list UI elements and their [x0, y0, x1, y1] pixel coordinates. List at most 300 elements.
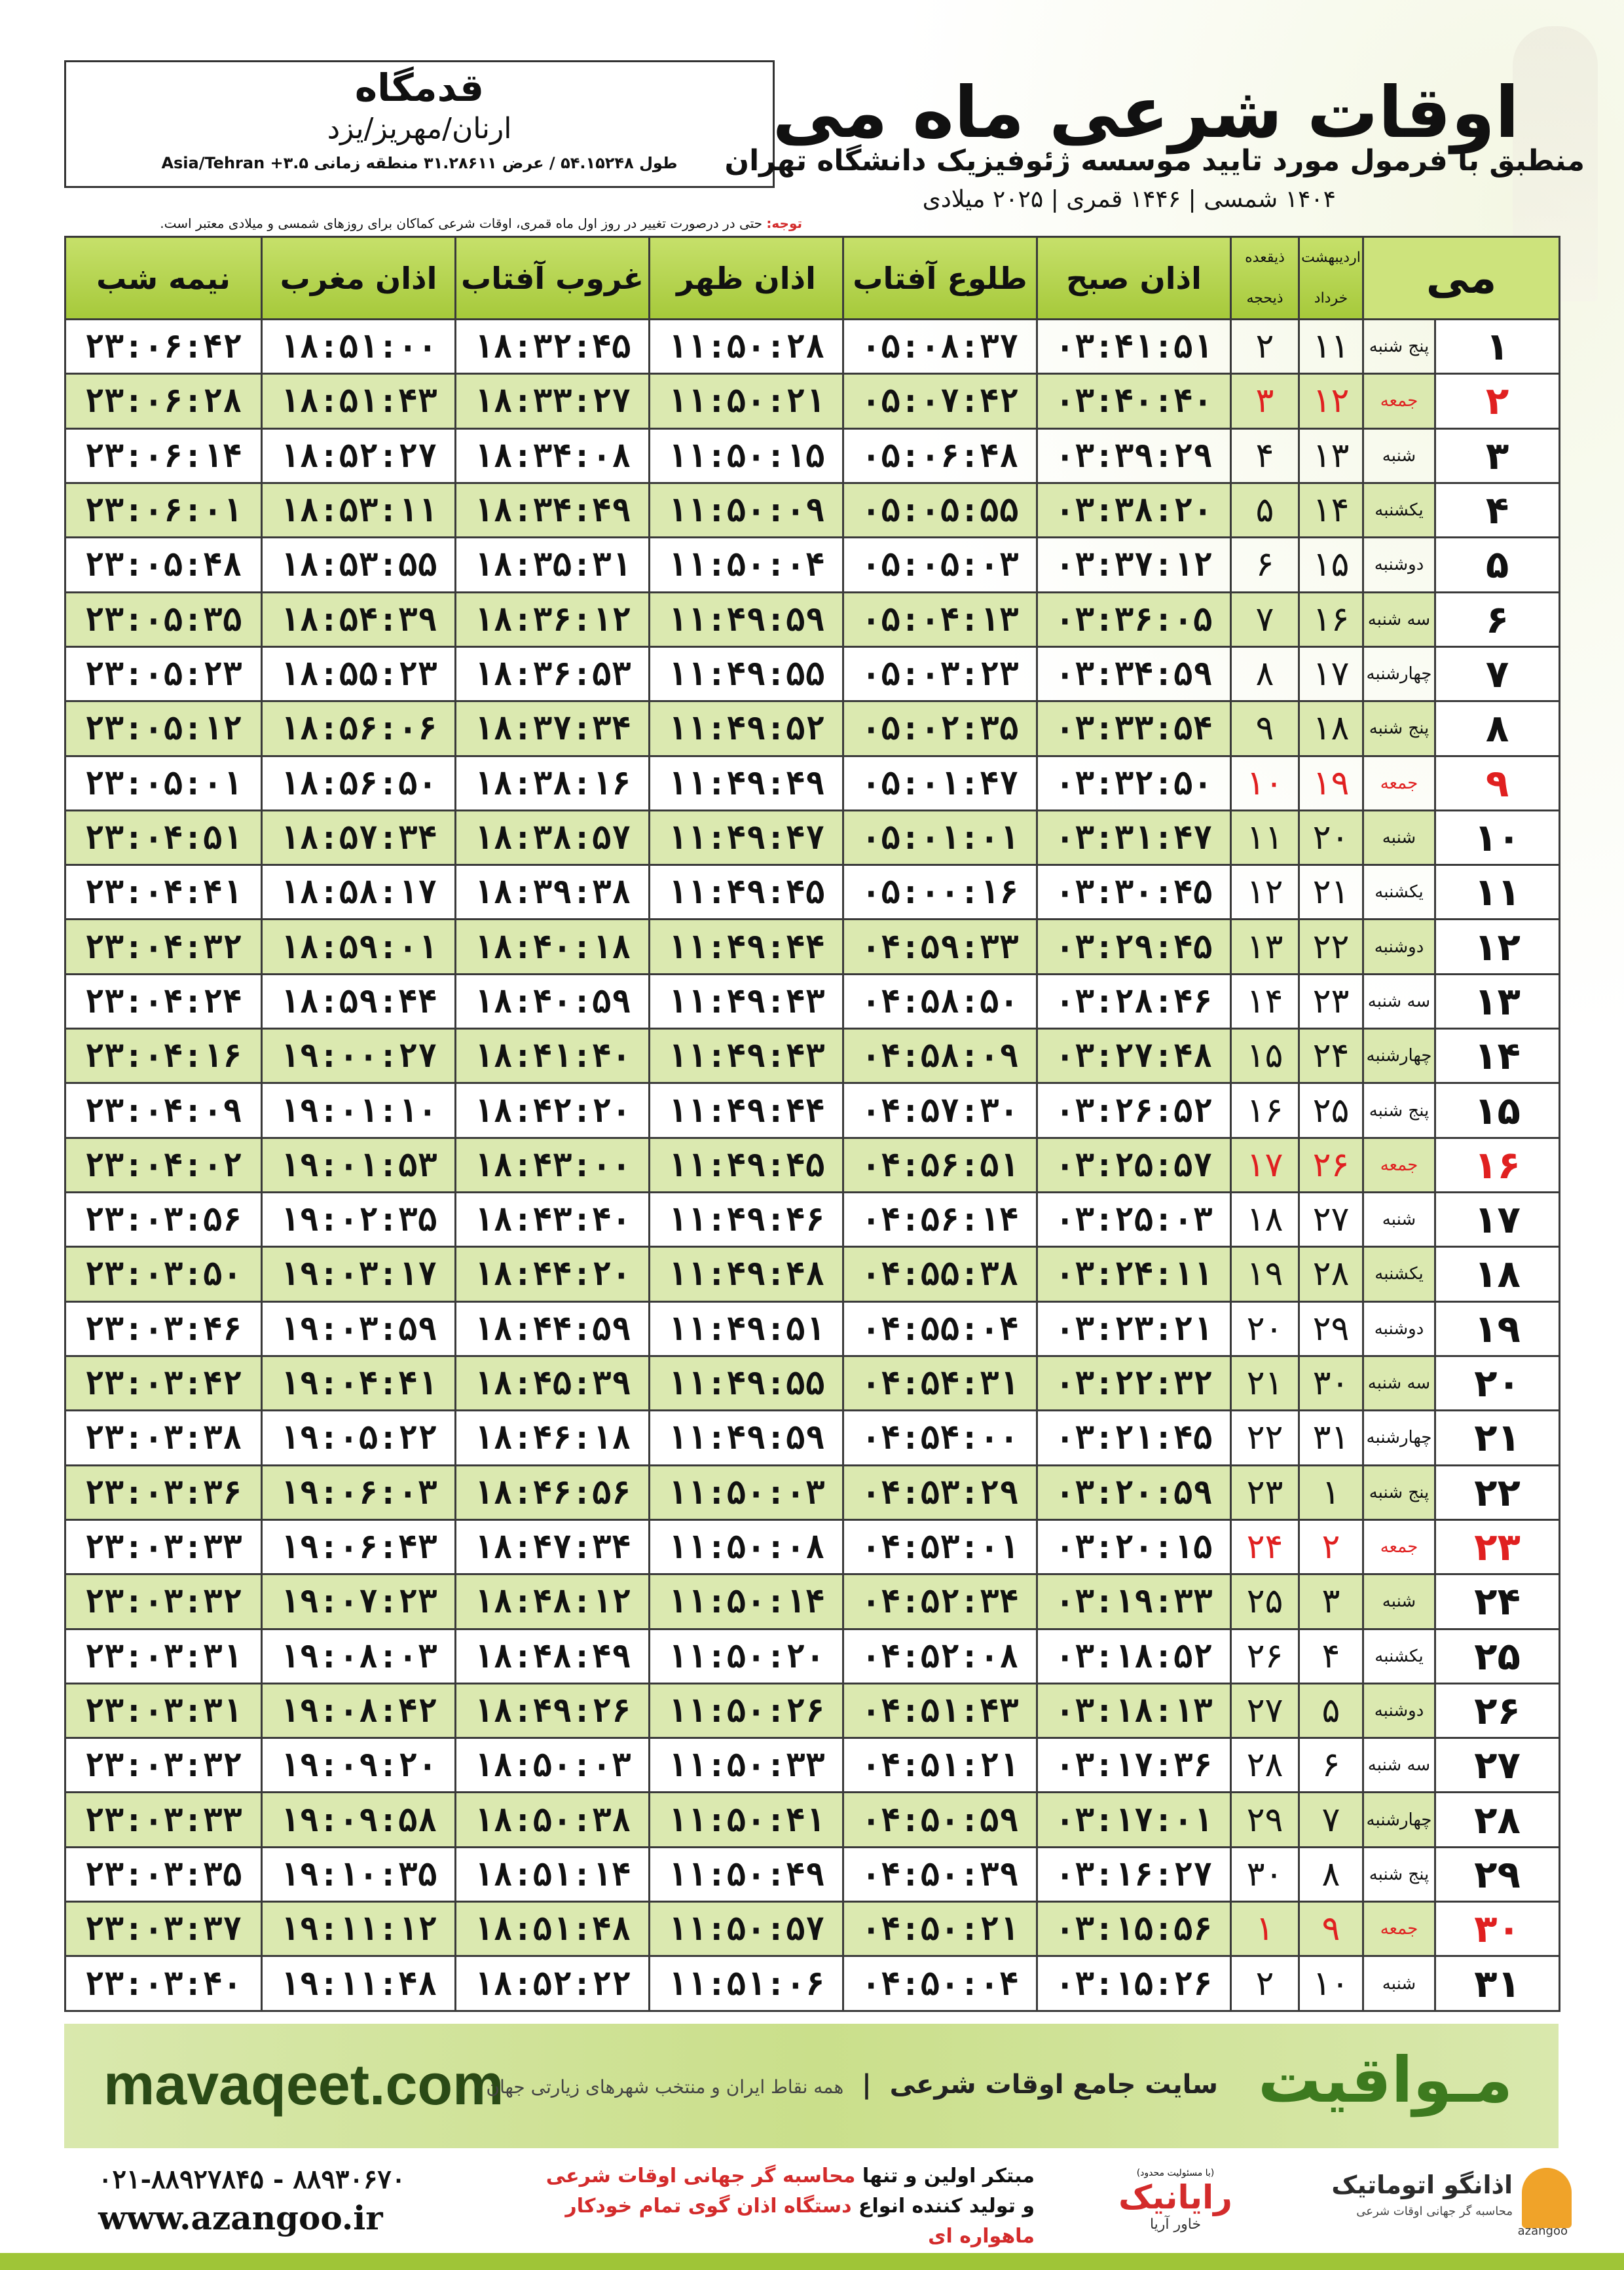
table-header-row: [65, 237, 1560, 320]
table-row: [65, 1738, 1560, 1793]
rayanik-logo: [1100, 2168, 1251, 2233]
month-day-cell: ۱۷: [1435, 1193, 1560, 1247]
header-dhuhr: اذان ظهر: [650, 237, 843, 320]
midnight-cell: ۲۳:۰۵:۰۱: [65, 756, 262, 810]
table-row: [65, 865, 1560, 920]
sunrise-cell: ۰۵:۰۱:۴۷: [843, 756, 1037, 810]
sunset-cell: ۱۸:۵۱:۴۸: [456, 1902, 650, 1956]
month-day-cell: ۸: [1435, 701, 1560, 756]
lunar-day-cell: ۱۲: [1231, 865, 1299, 920]
sunset-cell: ۱۸:۴۳:۴۰: [456, 1193, 650, 1247]
table-body: [65, 320, 1560, 2011]
dhuhr-cell: ۱۱:۵۰:۵۷: [650, 1902, 843, 1956]
maghrib-cell: ۱۹:۰۶:۰۳: [262, 1465, 456, 1519]
sunset-cell: ۱۸:۳۷:۳۴: [456, 701, 650, 756]
midnight-cell: ۲۳:۰۵:۳۵: [65, 592, 262, 646]
maghrib-cell: ۱۹:۰۴:۴۱: [262, 1356, 456, 1410]
month-day-cell: ۱۵: [1435, 1083, 1560, 1138]
maghrib-cell: ۱۹:۱۰:۳۵: [262, 1847, 456, 1901]
dhuhr-cell: ۱۱:۵۰:۴۱: [650, 1793, 843, 1847]
midnight-cell: ۲۳:۰۳:۴۰: [65, 1956, 262, 2011]
sunrise-cell: ۰۴:۵۵:۰۴: [843, 1301, 1037, 1356]
month-day-cell: ۶: [1435, 592, 1560, 646]
midnight-cell: ۲۳:۰۵:۲۳: [65, 646, 262, 701]
sunrise-cell: ۰۴:۵۴:۰۰: [843, 1411, 1037, 1465]
sunset-cell: ۱۸:۵۰:۳۸: [456, 1793, 650, 1847]
month-day-cell: ۱۲: [1435, 920, 1560, 974]
fajr-cell: ۰۳:۱۹:۳۳: [1037, 1574, 1231, 1629]
sunrise-cell: ۰۵:۰۲:۳۵: [843, 701, 1037, 756]
fajr-cell: ۰۳:۱۵:۲۶: [1037, 1956, 1231, 2011]
sunrise-cell: ۰۴:۵۰:۵۹: [843, 1793, 1037, 1847]
slogan-text: سایت جامع اوقات شرعی: [889, 2070, 1218, 2100]
dhuhr-cell: ۱۱:۴۹:۴۵: [650, 1138, 843, 1192]
weekday-cell: چهارشنبه: [1363, 1793, 1435, 1847]
midnight-cell: ۲۳:۰۳:۳۷: [65, 1902, 262, 1956]
weekday-cell: سه شنبه: [1363, 1356, 1435, 1410]
solar-day-cell: ۲۱: [1299, 865, 1363, 920]
table-row: [65, 1356, 1560, 1410]
month-day-cell: ۲۳: [1435, 1519, 1560, 1574]
footer-line-1: [498, 2161, 1035, 2191]
dhuhr-cell: ۱۱:۴۹:۴۶: [650, 1193, 843, 1247]
solar-day-cell: ۱۶: [1299, 592, 1363, 646]
sunset-cell: ۱۸:۴۴:۲۰: [456, 1247, 650, 1301]
sunrise-cell: ۰۵:۰۴:۱۳: [843, 592, 1037, 646]
maghrib-cell: ۱۹:۰۷:۲۳: [262, 1574, 456, 1629]
table-row: [65, 374, 1560, 428]
sunrise-cell: ۰۴:۵۶:۱۴: [843, 1193, 1037, 1247]
dhuhr-cell: ۱۱:۵۱:۰۶: [650, 1956, 843, 2011]
month-day-cell: ۲: [1435, 374, 1560, 428]
sunrise-cell: ۰۵:۰۳:۲۳: [843, 646, 1037, 701]
lunar-day-cell: ۲: [1231, 320, 1299, 374]
weekday-cell: چهارشنبه: [1363, 1411, 1435, 1465]
sunset-cell: ۱۸:۴۱:۴۰: [456, 1029, 650, 1083]
table-row: [65, 1301, 1560, 1356]
fajr-cell: ۰۳:۲۶:۵۲: [1037, 1083, 1231, 1138]
month-day-cell: ۳: [1435, 428, 1560, 483]
sunrise-cell: ۰۴:۵۱:۲۱: [843, 1738, 1037, 1793]
month-day-cell: ۹: [1435, 756, 1560, 810]
table-row: [65, 974, 1560, 1028]
sunrise-cell: ۰۴:۵۳:۲۹: [843, 1465, 1037, 1519]
weekday-cell: یکشنبه: [1363, 483, 1435, 537]
solar-day-cell: ۱۴: [1299, 483, 1363, 537]
month-day-cell: ۲۹: [1435, 1847, 1560, 1901]
table-row: [65, 1793, 1560, 1847]
sunset-cell: ۱۸:۴۸:۱۲: [456, 1574, 650, 1629]
dhuhr-cell: ۱۱:۴۹:۵۵: [650, 1356, 843, 1410]
page-title: اوقات شرعی ماه می: [772, 72, 1519, 154]
solar-day-cell: ۷: [1299, 1793, 1363, 1847]
lunar-day-cell: ۷: [1231, 592, 1299, 646]
solar-day-cell: ۵: [1299, 1683, 1363, 1738]
midnight-cell: ۲۳:۰۳:۳۲: [65, 1738, 262, 1793]
maghrib-cell: ۱۹:۰۰:۲۷: [262, 1029, 456, 1083]
weekday-cell: دوشنبه: [1363, 1301, 1435, 1356]
sunset-cell: ۱۸:۵۱:۱۴: [456, 1847, 650, 1901]
azangoo-logo: [1297, 2161, 1572, 2240]
dhuhr-cell: ۱۱:۴۹:۴۴: [650, 920, 843, 974]
dhuhr-cell: ۱۱:۴۹:۵۹: [650, 1411, 843, 1465]
weekday-cell: شنبه: [1363, 1956, 1435, 2011]
table-row: [65, 592, 1560, 646]
solar-day-cell: ۳۱: [1299, 1411, 1363, 1465]
weekday-cell: سه شنبه: [1363, 974, 1435, 1028]
solar-day-cell: ۲۵: [1299, 1083, 1363, 1138]
month-day-cell: ۲۰: [1435, 1356, 1560, 1410]
fajr-cell: ۰۳:۳۹:۲۹: [1037, 428, 1231, 483]
maghrib-cell: ۱۸:۵۱:۰۰: [262, 320, 456, 374]
fajr-cell: ۰۳:۳۳:۵۴: [1037, 701, 1231, 756]
dhuhr-cell: ۱۱:۴۹:۴۹: [650, 756, 843, 810]
dhuhr-cell: ۱۱:۵۰:۲۰: [650, 1629, 843, 1683]
fajr-cell: ۰۳:۱۷:۳۶: [1037, 1738, 1231, 1793]
weekday-cell: چهارشنبه: [1363, 646, 1435, 701]
fajr-cell: ۰۳:۱۸:۵۲: [1037, 1629, 1231, 1683]
table-row: [65, 483, 1560, 537]
dhuhr-cell: ۱۱:۵۰:۲۱: [650, 374, 843, 428]
fajr-cell: ۰۳:۳۲:۵۰: [1037, 756, 1231, 810]
dhuhr-cell: ۱۱:۴۹:۵۱: [650, 1301, 843, 1356]
midnight-cell: ۲۳:۰۳:۴۶: [65, 1301, 262, 1356]
midnight-cell: ۲۳:۰۶:۴۲: [65, 320, 262, 374]
solar-day-cell: ۱۷: [1299, 646, 1363, 701]
lunar-day-cell: ۱۳: [1231, 920, 1299, 974]
header-sunrise: طلوع آفتاب: [843, 237, 1037, 320]
sunset-cell: ۱۸:۴۸:۴۹: [456, 1629, 650, 1683]
table-row: [65, 1902, 1560, 1956]
header-midnight: نیمه شب: [65, 237, 262, 320]
month-day-cell: ۲۶: [1435, 1683, 1560, 1738]
table-row: [65, 920, 1560, 974]
midnight-cell: ۲۳:۰۴:۰۲: [65, 1138, 262, 1192]
midnight-cell: ۲۳:۰۶:۰۱: [65, 483, 262, 537]
midnight-cell: ۲۳:۰۴:۰۹: [65, 1083, 262, 1138]
midnight-cell: ۲۳:۰۳:۳۶: [65, 1465, 262, 1519]
midnight-cell: ۲۳:۰۳:۵۰: [65, 1247, 262, 1301]
sunrise-cell: ۰۴:۵۰:۳۹: [843, 1847, 1037, 1901]
fajr-cell: ۰۳:۲۲:۳۲: [1037, 1356, 1231, 1410]
sunset-cell: ۱۸:۳۹:۳۸: [456, 865, 650, 920]
calendar-years: ۱۴۰۴ شمسی | ۱۴۴۶ قمری | ۲۰۲۵ میلادی: [922, 186, 1336, 213]
fajr-cell: ۰۳:۳۴:۵۹: [1037, 646, 1231, 701]
midnight-cell: ۲۳:۰۴:۱۶: [65, 1029, 262, 1083]
midnight-cell: ۲۳:۰۴:۴۱: [65, 865, 262, 920]
maghrib-cell: ۱۸:۵۸:۱۷: [262, 865, 456, 920]
azangoo-tagline: محاسبه گر جهانی اوقات شرعی: [1356, 2205, 1513, 2218]
weekday-cell: شنبه: [1363, 810, 1435, 865]
sunset-cell: ۱۸:۳۲:۴۵: [456, 320, 650, 374]
azangoo-name: اذانگو اتوماتیک: [1331, 2170, 1513, 2199]
maghrib-cell: ۱۹:۰۱:۱۰: [262, 1083, 456, 1138]
table-row: [65, 646, 1560, 701]
solar-day-cell: ۱۳: [1299, 428, 1363, 483]
weekday-cell: دوشنبه: [1363, 920, 1435, 974]
weekday-cell: سه شنبه: [1363, 592, 1435, 646]
table-row: [65, 701, 1560, 756]
solar-day-cell: ۳: [1299, 1574, 1363, 1629]
dhuhr-cell: ۱۱:۴۹:۵۵: [650, 646, 843, 701]
dhuhr-cell: ۱۱:۴۹:۴۳: [650, 974, 843, 1028]
midnight-cell: ۲۳:۰۶:۲۸: [65, 374, 262, 428]
lunar-day-cell: ۳۰: [1231, 1847, 1299, 1901]
azangoo-website-link[interactable]: www.azangoo.ir: [98, 2199, 383, 2237]
sunset-cell: ۱۸:۴۶:۵۶: [456, 1465, 650, 1519]
maghrib-cell: ۱۸:۵۴:۳۹: [262, 592, 456, 646]
midnight-cell: ۲۳:۰۵:۱۲: [65, 701, 262, 756]
midnight-cell: ۲۳:۰۵:۴۸: [65, 538, 262, 592]
table-row: [65, 320, 1560, 374]
sunset-cell: ۱۸:۳۴:۰۸: [456, 428, 650, 483]
maghrib-cell: ۱۹:۰۳:۵۹: [262, 1301, 456, 1356]
weekday-cell: جمعه: [1363, 756, 1435, 810]
table-row: [65, 1847, 1560, 1901]
weekday-cell: سه شنبه: [1363, 1738, 1435, 1793]
dhuhr-cell: ۱۱:۵۰:۲۶: [650, 1683, 843, 1738]
rayanik-sub: خاور آریا: [1149, 2216, 1202, 2233]
weekday-cell: چهارشنبه: [1363, 1029, 1435, 1083]
dhuhr-cell: ۱۱:۴۹:۵۹: [650, 592, 843, 646]
sunset-cell: ۱۸:۴۲:۲۰: [456, 1083, 650, 1138]
midnight-cell: ۲۳:۰۴:۳۲: [65, 920, 262, 974]
table-row: [65, 1138, 1560, 1192]
midnight-cell: ۲۳:۰۴:۲۴: [65, 974, 262, 1028]
solar-day-cell: ۴: [1299, 1629, 1363, 1683]
slogan-tagline: همه نقاط ایران و منتخب شهرهای زیارتی جهان: [486, 2076, 844, 2098]
solar-day-cell: ۳۰: [1299, 1356, 1363, 1410]
month-day-cell: ۱: [1435, 320, 1560, 374]
maghrib-cell: ۱۸:۵۲:۲۷: [262, 428, 456, 483]
sunset-cell: ۱۸:۴۶:۱۸: [456, 1411, 650, 1465]
footer-description: [498, 2161, 1035, 2252]
midnight-cell: ۲۳:۰۳:۳۳: [65, 1519, 262, 1574]
maghrib-cell: ۱۸:۵۵:۲۳: [262, 646, 456, 701]
lunar-day-cell: ۶: [1231, 538, 1299, 592]
month-day-cell: ۲۴: [1435, 1574, 1560, 1629]
sunrise-cell: ۰۵:۰۵:۰۳: [843, 538, 1037, 592]
maghrib-cell: ۱۹:۰۹:۲۰: [262, 1738, 456, 1793]
sunrise-cell: ۰۴:۵۰:۰۴: [843, 1956, 1037, 2011]
maghrib-cell: ۱۹:۰۶:۴۳: [262, 1519, 456, 1574]
fajr-cell: ۰۳:۱۸:۱۳: [1037, 1683, 1231, 1738]
midnight-cell: ۲۳:۰۳:۳۱: [65, 1629, 262, 1683]
solar-day-cell: ۱۸: [1299, 701, 1363, 756]
city-name: قدمگاه: [354, 65, 485, 110]
dhuhr-cell: ۱۱:۵۰:۴۹: [650, 1847, 843, 1901]
fajr-cell: ۰۳:۲۸:۴۶: [1037, 974, 1231, 1028]
sunset-cell: ۱۸:۴۴:۵۹: [456, 1301, 650, 1356]
sunset-cell: ۱۸:۵۲:۲۲: [456, 1956, 650, 2011]
month-day-cell: ۲۸: [1435, 1793, 1560, 1847]
lunar-day-cell: ۲۸: [1231, 1738, 1299, 1793]
solar-day-cell: ۲۰: [1299, 810, 1363, 865]
sunrise-cell: ۰۴:۵۸:۵۰: [843, 974, 1037, 1028]
month-day-cell: ۵: [1435, 538, 1560, 592]
table-row: [65, 1956, 1560, 2011]
sunset-cell: ۱۸:۴۵:۳۹: [456, 1356, 650, 1410]
weekday-cell: پنج شنبه: [1363, 1847, 1435, 1901]
month-day-cell: ۲۷: [1435, 1738, 1560, 1793]
table-row: [65, 1193, 1560, 1247]
lunar-day-cell: ۲۳: [1231, 1465, 1299, 1519]
header-solar-top: اردیبهشت: [1301, 250, 1361, 267]
lunar-day-cell: ۳: [1231, 374, 1299, 428]
month-day-cell: ۴: [1435, 483, 1560, 537]
lunar-day-cell: ۲: [1231, 1956, 1299, 2011]
table-row: [65, 428, 1560, 483]
midnight-cell: ۲۳:۰۳:۳۳: [65, 1793, 262, 1847]
month-day-cell: ۲۵: [1435, 1629, 1560, 1683]
coordinates-text: طول ۵۴.۱۵۲۴۸ / عرض ۳۱.۲۸۶۱۱ منطقه زمانی Asia/Tehran +۳.۵: [161, 154, 678, 172]
dhuhr-cell: ۱۱:۴۹:۴۳: [650, 1029, 843, 1083]
maghrib-cell: ۱۹:۱۱:۱۲: [262, 1902, 456, 1956]
table-row: [65, 1465, 1560, 1519]
table-row: [65, 1029, 1560, 1083]
sunset-cell: ۱۸:۳۴:۴۹: [456, 483, 650, 537]
dhuhr-cell: ۱۱:۴۹:۵۲: [650, 701, 843, 756]
weekday-cell: پنج شنبه: [1363, 320, 1435, 374]
weekday-cell: پنج شنبه: [1363, 701, 1435, 756]
sunset-cell: ۱۸:۴۰:۱۸: [456, 920, 650, 974]
sunrise-cell: ۰۵:۰۸:۳۷: [843, 320, 1037, 374]
footer-line-1-a: مبتکر اولین و تنها: [862, 2165, 1035, 2187]
weekday-cell: دوشنبه: [1363, 1683, 1435, 1738]
fajr-cell: ۰۳:۳۸:۲۰: [1037, 483, 1231, 537]
table-row: [65, 810, 1560, 865]
sunset-cell: ۱۸:۳۳:۲۷: [456, 374, 650, 428]
fajr-cell: ۰۳:۲۵:۵۷: [1037, 1138, 1231, 1192]
fajr-cell: ۰۳:۴۱:۵۱: [1037, 320, 1231, 374]
header-solar: [1299, 237, 1363, 320]
footer-contact: [98, 2161, 405, 2239]
header-sunset: غروب آفتاب: [456, 237, 650, 320]
month-day-cell: ۱۴: [1435, 1029, 1560, 1083]
sunset-cell: ۱۸:۳۸:۵۷: [456, 810, 650, 865]
fajr-cell: ۰۳:۲۵:۰۳: [1037, 1193, 1231, 1247]
azangoo-mark-label: azangoo: [1517, 2224, 1568, 2238]
header-lunar: [1231, 237, 1299, 320]
fajr-cell: ۰۳:۱۵:۵۶: [1037, 1902, 1231, 1956]
solar-day-cell: ۱۹: [1299, 756, 1363, 810]
month-day-cell: ۲۱: [1435, 1411, 1560, 1465]
weekday-cell: شنبه: [1363, 1193, 1435, 1247]
sunrise-cell: ۰۴:۵۲:۳۴: [843, 1574, 1037, 1629]
solar-day-cell: ۱۲: [1299, 374, 1363, 428]
footer-line-1-b: محاسبه گر جهانی اوقات شرعی: [545, 2165, 856, 2187]
midnight-cell: ۲۳:۰۳:۴۲: [65, 1356, 262, 1410]
month-day-cell: ۱۶: [1435, 1138, 1560, 1192]
region-name: ارنان/مهریز/یزد: [327, 112, 512, 145]
lunar-day-cell: ۱۸: [1231, 1193, 1299, 1247]
solar-day-cell: ۲۷: [1299, 1193, 1363, 1247]
sunset-cell: ۱۸:۳۵:۳۱: [456, 538, 650, 592]
footer-line-2: [498, 2191, 1035, 2252]
table-row: [65, 1574, 1560, 1629]
month-day-cell: ۱۸: [1435, 1247, 1560, 1301]
sunrise-cell: ۰۴:۵۶:۵۱: [843, 1138, 1037, 1192]
sunset-cell: ۱۸:۵۰:۰۳: [456, 1738, 650, 1793]
fajr-cell: ۰۳:۴۰:۴۰: [1037, 374, 1231, 428]
sunrise-cell: ۰۴:۵۱:۴۳: [843, 1683, 1037, 1738]
maghrib-cell: ۱۹:۰۵:۲۲: [262, 1411, 456, 1465]
fajr-cell: ۰۳:۲۰:۱۵: [1037, 1519, 1231, 1574]
solar-day-cell: ۲۸: [1299, 1247, 1363, 1301]
brand-slogan: سایت جامع اوقات شرعی | همه نقاط ایران و منتخب شهرهای زیارتی جهان: [486, 2070, 1218, 2100]
sunrise-cell: ۰۴:۵۰:۲۱: [843, 1902, 1037, 1956]
weekday-cell: پنج شنبه: [1363, 1465, 1435, 1519]
lunar-day-cell: ۱۵: [1231, 1029, 1299, 1083]
dhuhr-cell: ۱۱:۴۹:۴۴: [650, 1083, 843, 1138]
dhuhr-cell: ۱۱:۵۰:۰۹: [650, 483, 843, 537]
lunar-day-cell: ۲۷: [1231, 1683, 1299, 1738]
weekday-cell: جمعه: [1363, 1138, 1435, 1192]
brand-banner: [64, 2024, 1559, 2148]
lunar-day-cell: ۲۴: [1231, 1519, 1299, 1574]
maghrib-cell: ۱۹:۰۱:۵۳: [262, 1138, 456, 1192]
midnight-cell: ۲۳:۰۳:۳۵: [65, 1847, 262, 1901]
maghrib-cell: ۱۸:۵۳:۱۱: [262, 483, 456, 537]
table-row: [65, 1247, 1560, 1301]
solar-day-cell: ۱: [1299, 1465, 1363, 1519]
fajr-cell: ۰۳:۲۹:۴۵: [1037, 920, 1231, 974]
fajr-cell: ۰۳:۳۱:۴۷: [1037, 810, 1231, 865]
sunset-cell: ۱۸:۳۶:۵۳: [456, 646, 650, 701]
maghrib-cell: ۱۹:۰۳:۱۷: [262, 1247, 456, 1301]
page-subtitle: منطبق با فرمول مورد تایید موسسه ژئوفیزیک دانشگاه تهران: [724, 144, 1585, 177]
maghrib-cell: ۱۹:۱۱:۴۸: [262, 1956, 456, 2011]
weekday-cell: جمعه: [1363, 1902, 1435, 1956]
note-label: توجه:: [766, 215, 802, 231]
month-day-cell: ۱۱: [1435, 865, 1560, 920]
month-day-cell: ۳۱: [1435, 1956, 1560, 2011]
sunset-cell: ۱۸:۳۶:۱۲: [456, 592, 650, 646]
lunar-day-cell: ۱: [1231, 1902, 1299, 1956]
weekday-cell: پنج شنبه: [1363, 1083, 1435, 1138]
solar-day-cell: ۲: [1299, 1519, 1363, 1574]
lunar-day-cell: ۱۱: [1231, 810, 1299, 865]
month-day-cell: ۱۹: [1435, 1301, 1560, 1356]
month-day-cell: ۱۰: [1435, 810, 1560, 865]
maghrib-cell: ۱۸:۵۱:۴۳: [262, 374, 456, 428]
lunar-day-cell: ۱۶: [1231, 1083, 1299, 1138]
sunrise-cell: ۰۴:۵۹:۳۳: [843, 920, 1037, 974]
sunrise-cell: ۰۴:۵۸:۰۹: [843, 1029, 1037, 1083]
maghrib-cell: ۱۸:۵۶:۰۶: [262, 701, 456, 756]
midnight-cell: ۲۳:۰۶:۱۴: [65, 428, 262, 483]
solar-day-cell: ۲۳: [1299, 974, 1363, 1028]
note: [36, 214, 802, 233]
website-link[interactable]: mavaqeet.com: [103, 2052, 504, 2117]
midnight-cell: ۲۳:۰۴:۵۱: [65, 810, 262, 865]
table-row: [65, 1629, 1560, 1683]
sunrise-cell: ۰۴:۵۴:۳۱: [843, 1356, 1037, 1410]
prayer-times-table: [64, 236, 1560, 2012]
lunar-day-cell: ۲۹: [1231, 1793, 1299, 1847]
lunar-day-cell: ۵: [1231, 483, 1299, 537]
header-lunar-bottom: ذیحجه: [1246, 289, 1283, 307]
footer-line-2-a: و تولید کننده انواع: [858, 2195, 1035, 2218]
dhuhr-cell: ۱۱:۴۹:۴۷: [650, 810, 843, 865]
sunset-cell: ۱۸:۴۹:۲۶: [456, 1683, 650, 1738]
sunrise-cell: ۰۵:۰۵:۵۵: [843, 483, 1037, 537]
note-text: حتی در درصورت تغییر در روز اول ماه قمری، اوقات شرعی کماکان برای روزهای شمسی و میلادی معتبر است.: [160, 215, 763, 231]
sunrise-cell: ۰۴:۵۳:۰۱: [843, 1519, 1037, 1574]
footer-logos: [1100, 2161, 1572, 2240]
table-row: [65, 1083, 1560, 1138]
sunrise-cell: ۰۵:۰۱:۰۱: [843, 810, 1037, 865]
